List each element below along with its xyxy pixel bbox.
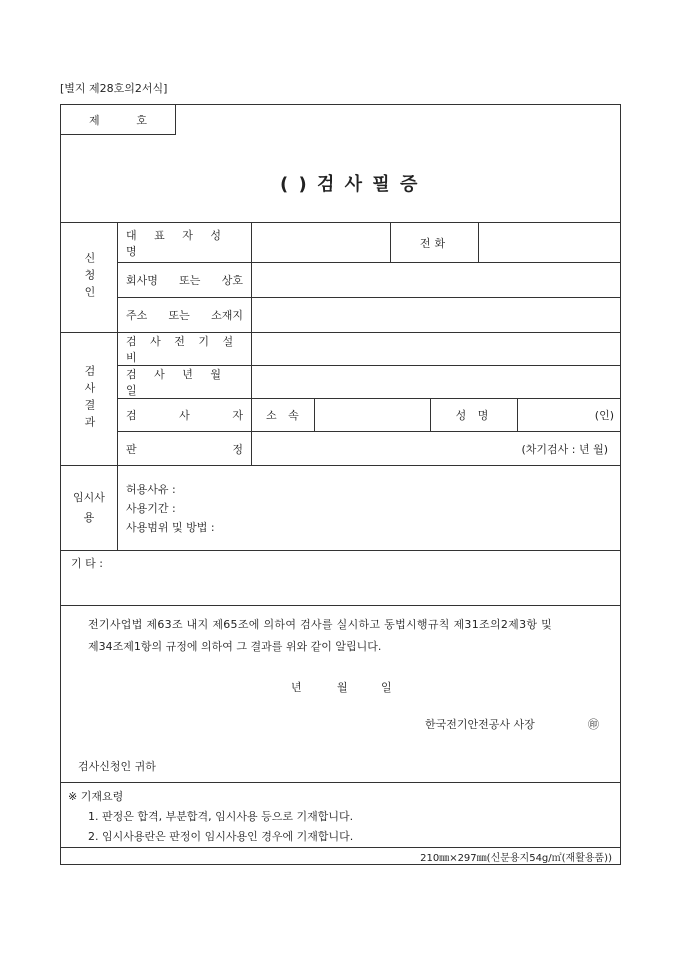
affiliation-label: 소 속 xyxy=(251,398,315,432)
date-month: 월 xyxy=(337,681,348,694)
body-line-2: 제34조제1항의 규정에 의하여 그 결과를 위와 같이 알립니다. xyxy=(88,640,382,653)
issuer: 한국전기안전공사 사장 xyxy=(425,718,535,731)
date-label: 검 사 년 월 일 xyxy=(117,365,252,399)
form-label: [별지 제28호의2서식] xyxy=(60,82,168,95)
number-label: 제 xyxy=(89,113,100,127)
rep-name-label: 대 표 자 성 명 xyxy=(117,222,252,263)
address-label-1: 주소 xyxy=(126,309,148,322)
judgment-label-1: 판 xyxy=(126,442,137,456)
date-field[interactable] xyxy=(251,365,621,399)
body-line-1: 전기사업법 제63조 내지 제65조에 의하여 검사를 실시하고 동법시행규칙 제31조의2제3항 및 xyxy=(88,618,553,631)
temp-reason: 허용사유 : xyxy=(126,482,176,496)
seal-mark: (인) xyxy=(594,409,614,422)
inspector-label xyxy=(117,398,252,432)
note-item: 2. 임시사용란은 판정이 임시사용인 경우에 기재합니다. xyxy=(88,830,354,843)
inspector-label-3: 자 xyxy=(232,409,243,422)
next-inspection: (차기검사 : 년 월) xyxy=(521,442,608,456)
date-year: 년 xyxy=(291,681,302,694)
equipment-field[interactable] xyxy=(251,332,621,366)
footer xyxy=(60,847,621,865)
other-label: 기 타 : xyxy=(71,557,103,570)
phone-label: 전화 xyxy=(390,222,479,263)
judgment-label xyxy=(117,431,252,466)
judgment-field[interactable] xyxy=(251,431,621,466)
note-item: 1. 판정은 합격, 부분합격, 임시사용 등으로 기재합니다. xyxy=(88,810,354,823)
affiliation-field[interactable] xyxy=(314,398,431,432)
other-field[interactable] xyxy=(60,550,621,606)
company-label xyxy=(117,262,252,298)
rep-name-field[interactable] xyxy=(251,222,391,263)
company-field[interactable] xyxy=(251,262,621,298)
address-label-3: 소재지 xyxy=(211,309,243,322)
address-label-2: 또는 xyxy=(168,309,190,322)
company-label-1: 회사명 xyxy=(126,274,158,287)
temp-scope: 사용범위 및 방법 : xyxy=(126,520,215,534)
applicant-label: 신청인 xyxy=(60,222,118,333)
paper-spec: 210㎜×297㎜(신문용지54g/㎡(재활용품)) xyxy=(420,852,612,864)
number-box xyxy=(60,104,176,135)
notes-title: ※ 기재요령 xyxy=(68,790,124,803)
judgment-label-2: 정 xyxy=(232,442,243,456)
date-day: 일 xyxy=(381,681,392,694)
inspector-name-label: 성 명 xyxy=(430,398,518,432)
phone-field[interactable] xyxy=(478,222,621,263)
temp-field[interactable] xyxy=(117,465,621,551)
inspector-name-field[interactable] xyxy=(517,398,621,432)
temp-label: 임시사용 xyxy=(60,465,118,551)
temp-period: 사용기간 : xyxy=(126,501,176,515)
page-title: ( ) 검 사 필 증 xyxy=(280,174,420,195)
issuer-seal: ㊞ xyxy=(588,718,599,731)
equipment-label: 검 사 전 기 설 비 xyxy=(117,332,252,366)
address-field[interactable] xyxy=(251,297,621,333)
recipient: 검사신청인 귀하 xyxy=(78,760,156,773)
number-suffix: 호 xyxy=(136,113,147,127)
address-label xyxy=(117,297,252,333)
company-label-3: 상호 xyxy=(221,274,243,287)
company-label-2: 또는 xyxy=(179,274,201,287)
inspector-label-2: 사 xyxy=(179,409,190,422)
inspector-label-1: 검 xyxy=(126,409,137,422)
result-label: 검사결과 xyxy=(60,332,118,466)
